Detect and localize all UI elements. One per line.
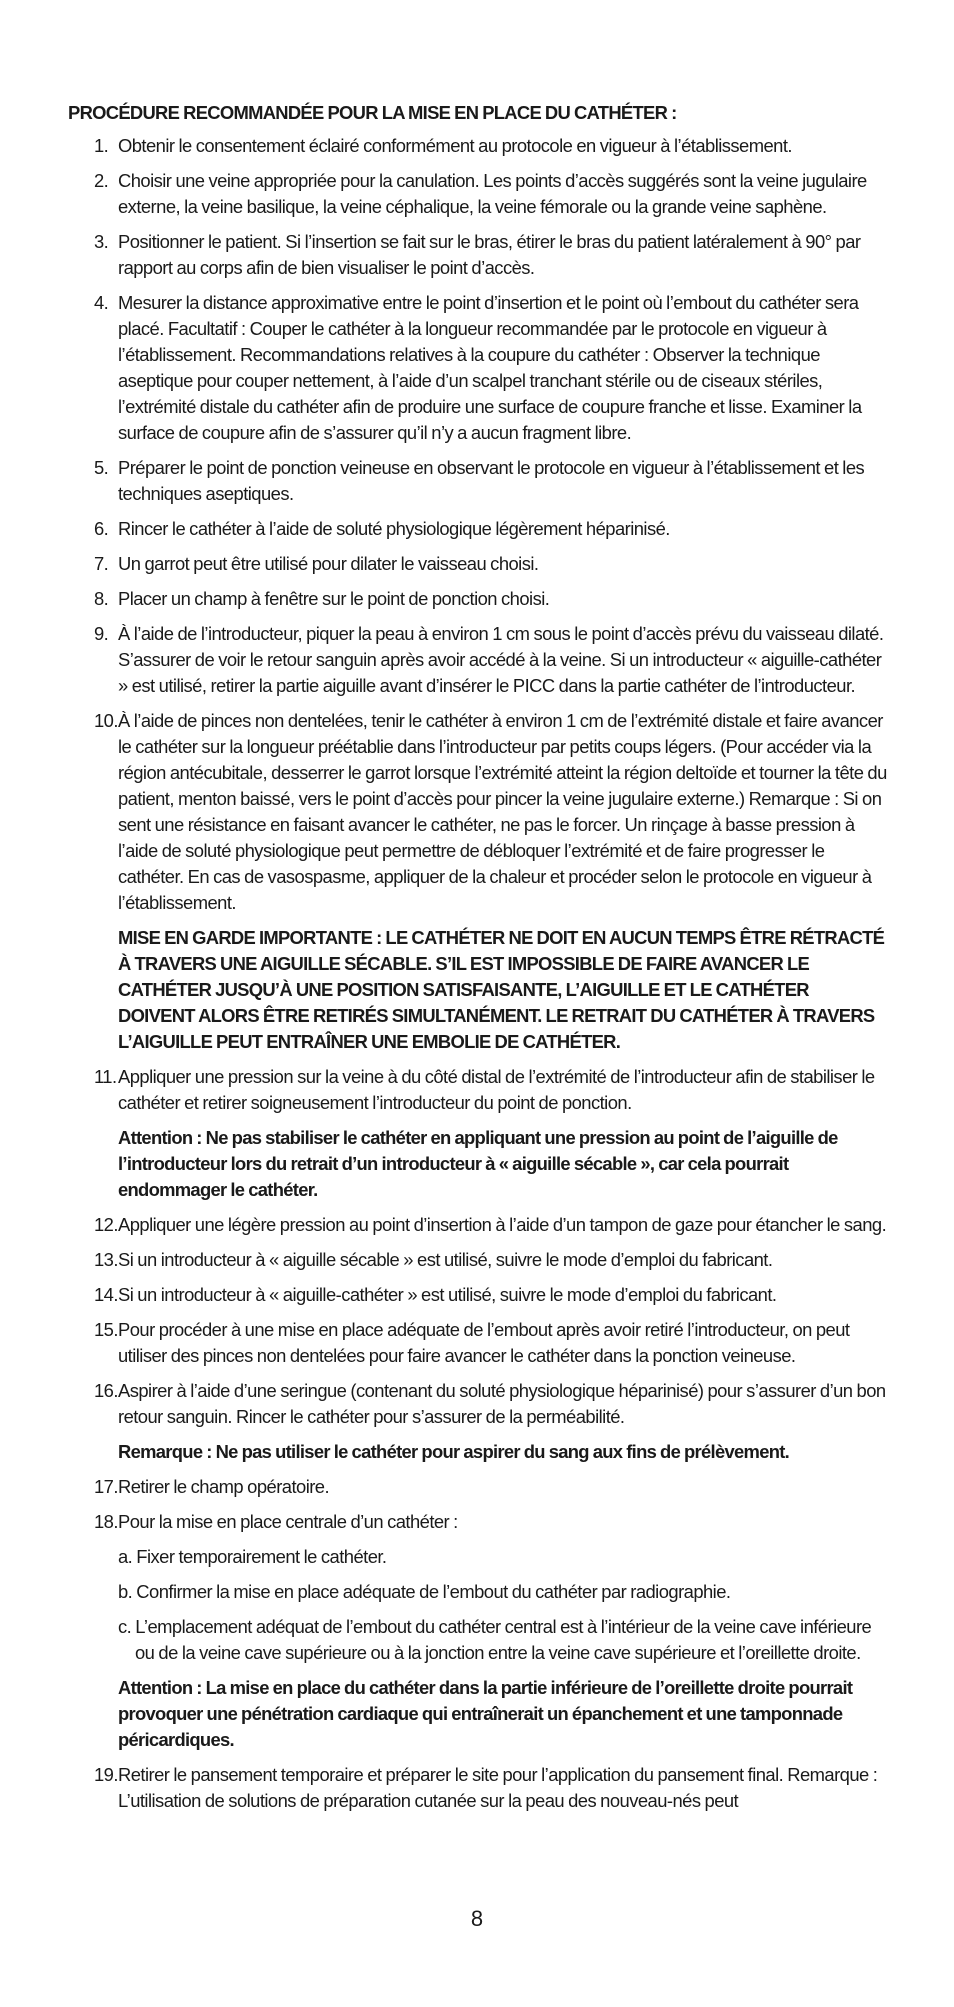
- step-number: 6.: [94, 518, 109, 539]
- step-text: À l’aide de pinces non dentelées, tenir le cathéter à environ 1 cm de l’extrémité distale et faire avancer le cathéter sur la longueur préétablie dans l’introducteur par petits coups légers. (Pour accéder via la région antécubitale, desserrer le garrot lorsque l’extrémité atteint la région deltoïde et tourner la tête du patient, menton baissé, vers le point d’accès pour pincer la veine jugulaire externe.) Remarque : Si on sent une résistance en faisant avancer le cathéter, ne pas le forcer. Un rinçage à basse pression à l’aide de soluté physiologique peut permettre de débloquer l’extrémité et de faire progresser le cathéter. En cas de vasospasme, appliquer de la chaleur et procéder selon le protocole en vigueur à l’établissement.: [118, 710, 887, 913]
- attention-note: Attention : Ne pas stabiliser le cathéter en appliquant une pression au point de l’aiguille de l’introducteur lors du retrait d’un introducteur à « aiguille sécable », car cela pourrait endommager le cathéter.: [118, 1127, 838, 1200]
- step-text: Si un introducteur à « aiguille-cathéter » est utilisé, suivre le mode d’emploi du fabricant.: [118, 1284, 777, 1305]
- step-number: 8.: [94, 588, 109, 609]
- step-number: 11.: [94, 1066, 117, 1087]
- list-item: [68, 551, 888, 577]
- list-item: [68, 290, 888, 446]
- document-page: [68, 100, 888, 1823]
- step-number: 14.: [94, 1284, 118, 1305]
- step-number: 5.: [94, 457, 109, 478]
- list-item: [68, 1474, 888, 1500]
- step-number: 13.: [94, 1249, 118, 1270]
- step-text: Obtenir le consentement éclairé conformément au protocole en vigueur à l’établissement.: [118, 135, 792, 156]
- page-number: 8: [470, 1906, 484, 1931]
- remarque-note: Remarque : Ne pas utiliser le cathéter pour aspirer du sang aux fins de prélèvement.: [118, 1441, 790, 1462]
- step-text: Appliquer une légère pression au point d’insertion à l’aide d’un tampon de gaze pour étancher le sang.: [118, 1214, 887, 1235]
- step-number: 10.: [94, 710, 118, 731]
- step-number: 16.: [94, 1380, 118, 1401]
- step-text: Appliquer une pression sur la veine à du côté distal de l’extrémité de l’introducteur afin de stabiliser le cathéter et retirer soigneusement l’introducteur du point de ponction.: [118, 1066, 875, 1113]
- step-number: 7.: [94, 553, 109, 574]
- step-text: Préparer le point de ponction veineuse en observant le protocole en vigueur à l’établissement et les techniques aseptiques.: [118, 457, 865, 504]
- step-number: 19.: [94, 1764, 118, 1785]
- step-number: 12.: [94, 1214, 118, 1235]
- list-item: [68, 455, 888, 507]
- important-warning: MISE EN GARDE IMPORTANTE : LE CATHÉTER NE DOIT EN AUCUN TEMPS ÊTRE RÉTRACTÉ À TRAVERS UNE AIGUILLE SÉCABLE. S’IL EST IMPOSSIBLE DE FAIRE AVANCER LE CATHÉTER JUSQU’À UNE POSITION SATISFAISANTE, L’AIGUILLE ET LE CATHÉTER DOIVENT ALORS ÊTRE RETIRÉS SIMULTANÉMENT. LE RETRAIT DU CATHÉTER À TRAVERS L’AIGUILLE PEUT ENTRAÎNER UNE EMBOLIE DE CATHÉTER.: [118, 927, 885, 1052]
- step-text: Pour procéder à une mise en place adéquate de l’embout après avoir retiré l’introducteur, on peut utiliser des pinces non dentelées pour faire avancer le cathéter dans la ponction veineuse.: [118, 1319, 850, 1366]
- list-item: [68, 516, 888, 542]
- step-number: 15.: [94, 1319, 118, 1340]
- substep-item: a. Fixer temporairement le cathéter.: [118, 1546, 387, 1567]
- substep-item: c. L’emplacement adéquat de l’embout du cathéter central est à l’intérieur de la veine cave inférieure ou de la veine cave supérieure ou à la jonction entre la veine cave supérieure et l’oreillette droite.: [118, 1616, 872, 1663]
- list-item: [68, 133, 888, 159]
- step-text: Aspirer à l’aide d’une seringue (contenant du soluté physiologique héparinisé) pour s’assurer d’un bon retour sanguin. Rincer le cathéter pour s’assurer de la perméabilité.: [118, 1380, 886, 1427]
- step-text: Placer un champ à fenêtre sur le point de ponction choisi.: [118, 588, 550, 609]
- step-text: Mesurer la distance approximative entre le point d’insertion et le point où l’embout du cathéter sera placé. Facultatif : Couper le cathéter à la longueur recommandée par le protocole en vigueur à l’établissement. Recommandations relatives à la coupure du cathéter : Observer la technique aseptique pour couper nettement, à l’aide d’un scalpel tranchant stérile ou de ciseaux stériles, l’extrémité distale du cathéter afin de produire une surface de coupure franche et lisse. Examiner la surface de coupure afin de s’assurer qu’il n’y a aucun fragment libre.: [118, 292, 862, 443]
- list-item: [68, 1762, 888, 1814]
- step-text: À l’aide de l’introducteur, piquer la peau à environ 1 cm sous le point d’accès prévu du vaisseau dilaté. S’assurer de voir le retour sanguin après avoir accédé à la veine. Si un introducteur « aiguille-cathéter » est utilisé, retirer la partie aiguille avant d’insérer le PICC dans la partie cathéter de l’introducteur.: [118, 623, 884, 696]
- step-number: 2.: [94, 170, 109, 191]
- step-text: Rincer le cathéter à l’aide de soluté physiologique légèrement héparinisé.: [118, 518, 670, 539]
- list-item: [68, 1317, 888, 1369]
- step-number: 18.: [94, 1511, 118, 1532]
- step-number: 17.: [94, 1476, 118, 1497]
- section-title: PROCÉDURE RECOMMANDÉE POUR LA MISE EN PLACE DU CATHÉTER :: [68, 102, 677, 123]
- step-number: 3.: [94, 231, 109, 252]
- step-text: Un garrot peut être utilisé pour dilater le vaisseau choisi.: [118, 553, 539, 574]
- list-item: [68, 621, 888, 699]
- attention-note: Attention : La mise en place du cathéter dans la partie inférieure de l’oreillette droite pourrait provoquer une pénétration cardiaque qui entraînerait un épanchement et une tamponnade péricardiques.: [118, 1677, 853, 1750]
- list-item: [68, 229, 888, 281]
- list-item: [68, 1509, 888, 1535]
- list-item: [68, 1212, 888, 1238]
- list-item: [68, 586, 888, 612]
- step-text: Si un introducteur à « aiguille sécable » est utilisé, suivre le mode d’emploi du fabricant.: [118, 1249, 773, 1270]
- step-text: Pour la mise en place centrale d’un cathéter :: [118, 1511, 458, 1532]
- substep-item: b. Confirmer la mise en place adéquate de l’embout du cathéter par radiographie.: [118, 1581, 731, 1602]
- step-number: 9.: [94, 623, 109, 644]
- list-item: [68, 168, 888, 220]
- step-text: Choisir une veine appropriée pour la canulation. Les points d’accès suggérés sont la veine jugulaire externe, la veine basilique, la veine céphalique, la veine fémorale ou la grande veine saphène.: [118, 170, 867, 217]
- step-text: Retirer le champ opératoire.: [118, 1476, 330, 1497]
- step-number: 1.: [94, 135, 109, 156]
- step-text: Retirer le pansement temporaire et préparer le site pour l’application du pansement final. Remarque : L’utilisation de solutions de préparation cutanée sur la peau des nouveau-nés peut: [118, 1764, 878, 1811]
- step-text: Positionner le patient. Si l’insertion se fait sur le bras, étirer le bras du patient latéralement à 90° par rapport au corps afin de bien visualiser le point d’accès.: [118, 231, 861, 278]
- list-item: [68, 1247, 888, 1273]
- list-item: [68, 1378, 888, 1430]
- list-item: [68, 1282, 888, 1308]
- list-item: [68, 1064, 888, 1116]
- list-item: [68, 708, 888, 916]
- step-number: 4.: [94, 292, 109, 313]
